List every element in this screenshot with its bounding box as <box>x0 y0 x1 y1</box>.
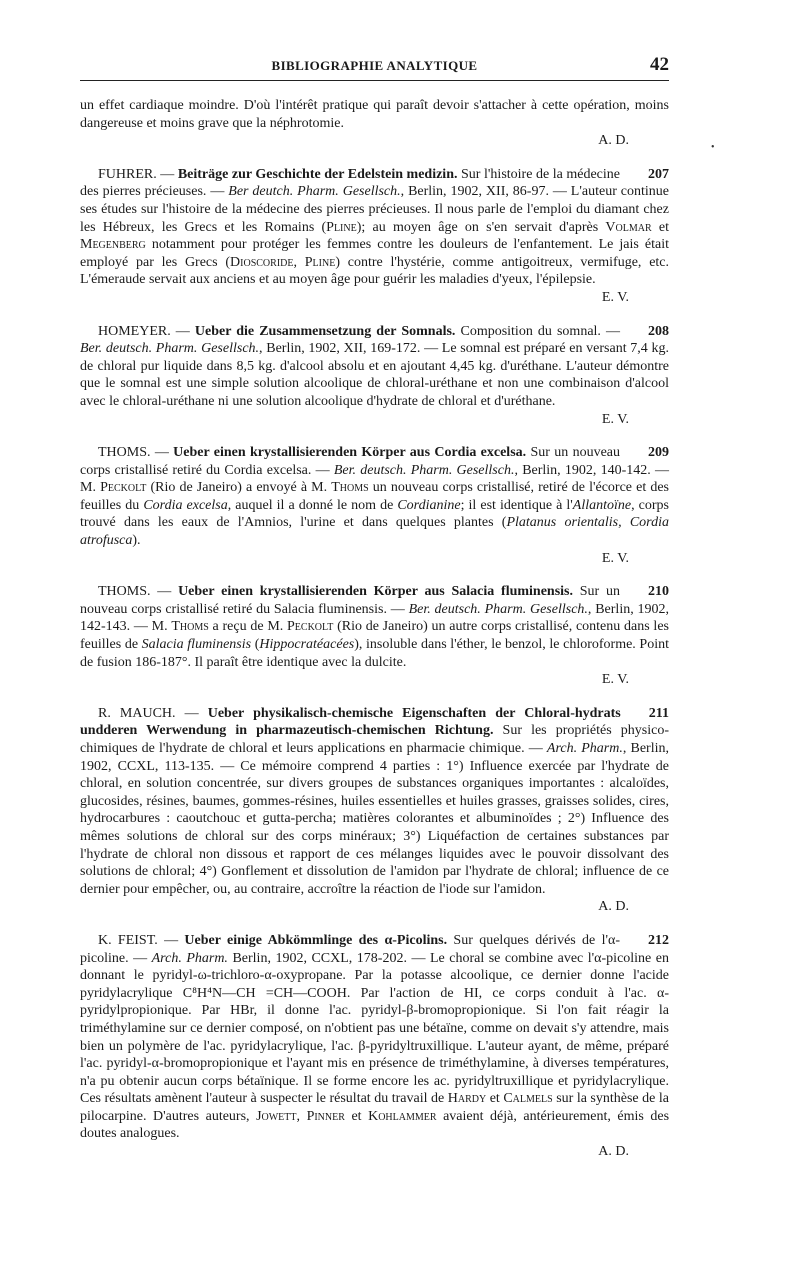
entry-abstract: ), insoluble dans l'éther, le benzol, le chloroforme. Point de fusion 186-187°. Il paraît être identique avec la dulcite. <box>80 637 669 670</box>
intro-signature: A. D. <box>598 133 629 149</box>
entry-208 <box>80 323 669 429</box>
entry-summary: Sur les propriétés physico-chimiques de l'hydrate de chloral et leurs applications en pharmacie chimique. — <box>80 723 669 756</box>
entry-signature: E. V. <box>601 289 629 305</box>
entry-summary: Sur quelques dérivés de l'α-picoline. — <box>80 932 621 966</box>
entry-source: Arch. Pharm. <box>546 741 623 756</box>
entry-text: 212 K. FEIST. — Ueber einige Abkömmlinge des α-Picolins. Sur quelques dérivés de l'α-picoline. — Arch. Pharm. Berlin, 1902, CCXL, 178-202. — Le choral se combine avec l'α-picoline en donnant le pyridyl-ω-trichloro-α-oxypropane. Par la potasse alcoolique, ce dernier donne l'acide pyridylacrylique C⁸H⁴N—CH =CH—COOH. Par l'action de HI, ce corps conduit à l'ac. α-pyridylpropionique. Par HBr, il donne l'ac. pyridyl-β-bromopropionique. Si l'on fait réagir la triméthylamine sur ce dernier composé, on n'obtient pas une bétaïne, comme on devait s'y attendre, mais bien un polymère de l'ac. pyridylacrylique, l'ac. β-pyridyltruxillique. L'auteur ayant, de même, préparé l'ac. pyridyl-α-bromopropionique et l'ayant mis en présence de triméthylamine, à diverses températures, n'a pu obtenir aucun corps bétaïnique. Il se forme encore les ac. pyridyltruxillique et pyridylacrylique. Ces résultats amènent l'auteur à suspecter le résultat du travail de Hardy et Calmels sur la synthèse de la pilocarpine. D'autres auteurs, Jowett, Pinner et Kohlammer avaient déjà, antérieurement, émis des doutes analogues. <box>80 932 670 1142</box>
entry-212 <box>80 932 669 1161</box>
person-name: Jowett <box>256 1108 297 1124</box>
entry-abstract: Berlin, 1902, CCXL, 178-202. — Le choral se combine avec l'α-picoline en donnant le pyridyl-ω-trichloro-α-oxypropane. Par la potasse alcoolique, ce dernier donne l'acide pyridylacrylique C⁸H⁴N—CH =CH—COOH. Par l'action de HI, ce corps conduit à l'ac. α-pyridylpropionique. Par HBr, il donne l'ac. pyridyl-β-bromopropionique. Si l'on fait réagir la triméthylamine sur ce dernier composé, on n'obtient pas une bétaïne, comme on devait s'y attendre, mais bien un polymère de l'ac. pyridylacrylique, l'ac. β-pyridyltruxillique. L'auteur ayant, de même, préparé l'ac. pyridyl-α-bromopropionique et l'ayant mis en présence de triméthylamine, à diverses températures, n'a pu obtenir aucun corps bétaïnique. Il se forme encore les ac. pyridyltruxillique et pyridylacrylique. Ces résultats amènent l'auteur à suspecter le résultat du travail de <box>80 950 669 1107</box>
entry-signature: A. D. <box>598 899 629 915</box>
species-name: Cordia excelsa <box>143 497 228 513</box>
compound-name: Cordianine <box>397 497 461 513</box>
entry-author: THOMS <box>98 445 148 461</box>
entry-abstract: ). <box>132 533 141 549</box>
species-name: Platanus orientalis, Cordia atrofusca <box>80 515 670 549</box>
entry-abstract: un nouveau corps cristallisé, retiré de l'écorce et des feuilles du <box>80 480 669 513</box>
entry-209 <box>80 444 669 567</box>
compound-name: Allantoïne <box>572 497 632 513</box>
entry-author: THOMS <box>98 584 148 600</box>
entry-title: Ueber physikalisch-chemische Eigenschaften der Chloral-hydrats undderen Werwendung in pharmazeutisch-chemischen Richtung. <box>80 705 621 739</box>
running-title: BIBLIOGRAPHIE ANALYTIQUE <box>271 58 478 73</box>
entry-text: 208 HOMEYER. — Ueber die Zusammensetzung der Somnals. Composition du somnal. — Ber. deutsch. Pharm. Gesellsch., Berlin, 1902, XII, 169-172. — Le somnal est préparé en versant 7,4 kg. de chloral pur liquide dans 8,5 kg. d'alcool absolu et en ajoutant 4,45 kg. d'uréthane. L'auteur démontre que le somnal est une simple solution alcoolique de chloral-uréthane et non une combinaison d'alcool avec le chloral-uréthane ni une solution alcoolique d'hydrate de chloral et d'uréthane. <box>80 323 669 409</box>
person-name: Pinner <box>306 1108 345 1124</box>
entry-abstract: notamment pour protéger les femmes contre les douleurs de l'enfantement. Le jais était employé par les Grecs ( <box>80 237 669 270</box>
person-name: Thoms <box>331 480 369 496</box>
family-name: Hippocratéacées <box>259 637 355 653</box>
entry-title: Ueber einen krystallisierenden Körper aus Cordia excelsa. <box>173 445 527 461</box>
entry-author: R. MAUCH <box>98 705 173 721</box>
entry-abstract: , Berlin, 1902, XII, 86-97. — L'auteur continue ses études sur l'histoire de la médecine des pierres précieuses. Il nous parle de l'emploi du diamant chez les Hébreux, les Grecs et les Romains ( <box>80 184 669 235</box>
person-name: Pline <box>326 219 357 235</box>
page-number: 42 <box>650 54 669 75</box>
person-name: Calmels <box>503 1091 553 1107</box>
entry-signature: A. D. <box>598 1144 629 1160</box>
entry-source: Ber. deutsch. Pharm. Gesellsch. <box>333 462 515 478</box>
entry-signature: E. V. <box>601 411 629 427</box>
person-name: Dioscoride <box>230 254 294 270</box>
entry-number: 210 <box>648 584 669 600</box>
entry-text: 211 R. MAUCH. — Ueber physikalisch-chemische Eigenschaften der Chloral-hydrats undderen Werwendung in pharmazeutisch-chemischen Richtung. Sur les propriétés physico-chimiques de l'hydrate de chloral et leurs applications en pharmacie chimique. — Arch. Pharm., Berlin, 1902, CCXL, 113-135. — Ce mémoire comprend 4 parties : 1°) Influence exercée par l'hydrate de chloral, en solution concentrée, sur divers groupes de substances organiques importantes : alcaloïdes, glucosides, résines, baumes, gommes-résines, huiles essentielles et huiles grasses, graisses solides, cires, hydrocarbures : caoutchouc et gutta-percha; matières colorantes et albuminoïdes ; 2°) Influence des mêmes solutions de chloral sur des corps minéraux; 3°) Liquéfaction de certaines substances par l'hydrate de chloral non dissous et rapport de ces mélanges liquides avec le pouvoir dissolvant des solutions de chloral; 4°) Gonflement et dissolution de l'amidon par l'hydrate de chloral; influence de ce dernier pour empêcher, ou, au contraire, accroître la réaction de l'iode sur l'amidon. <box>80 705 670 897</box>
entry-210 <box>80 583 669 689</box>
entry-abstract: et <box>344 1108 369 1124</box>
entry-abstract: avaient déjà, antérieurement, émis des doutes analogues. <box>80 1108 670 1142</box>
entry-abstract: ; il est identique à l' <box>460 497 573 513</box>
entry-title: Ueber die Zusammensetzung der Somnals. <box>194 323 456 339</box>
person-name: Pline <box>304 254 336 270</box>
entry-abstract: , Berlin, 1902, XII, 169-172. — Le somnal est préparé en versant 7,4 kg. de chloral pur liquide dans 8,5 kg. d'alcool absolu et en ajoutant 4,45 kg. d'uréthane. L'auteur démontre que le somnal est une simple solution alcoolique de chloral-uréthane et non une combinaison d'alcool avec le chloral-uréthane ni une solution alcoolique d'hydrate de chloral et d'uréthane. <box>80 341 669 409</box>
entry-abstract: , Berlin, 1902, 140-142. — M. <box>80 462 669 496</box>
entry-summary: Sur l'histoire de la médecine des pierres précieuses. — <box>80 166 620 200</box>
person-name: Peckolt <box>100 480 147 496</box>
entry-211 <box>80 705 669 916</box>
entry-author: FUHRER <box>98 166 154 182</box>
entry-source: Ber. deutsch. Pharm. Gesellsch. <box>80 341 260 357</box>
entry-text: 210 THOMS. — Ueber einen krystallisierenden Körper aus Salacia fluminensis. Sur un nouveau corps cristallisé retiré du Salacia fluminensis. — Ber. deutsch. Pharm. Gesellsch., Berlin, 1902, 142-143. — M. Thoms a reçu de M. Peckolt (Rio de Janeiro) un autre corps cristallisé, contenu dans les feuilles de Salacia fluminensis (Hippocratéacées), insoluble dans l'éther, le benzol, le chloroforme. Point de fusion 186-187°. Il paraît être identique avec la dulcite. <box>80 584 670 670</box>
entry-summary: Sur un nouveau corps cristallisé retiré du Cordia excelsa. — <box>80 445 621 478</box>
entry-abstract: a reçu de M. <box>208 619 288 635</box>
entry-title: Beiträge zur Geschichte der Edelstein medizin. <box>177 166 458 182</box>
intro-paragraph <box>80 97 669 132</box>
entry-summary: Composition du somnal. — <box>455 323 620 339</box>
entry-abstract: , corps trouvé dans les eaux de l'Amnios, l'urine et dans quelques plantes ( <box>80 497 669 531</box>
entry-number: 212 <box>648 932 669 948</box>
person-name: Kohlammer <box>368 1108 437 1124</box>
entry-abstract: ) contre l'hystérie, comme antigoitreux, vermifuge, etc. L'émeraude servait aux anciens et au moyen âge pour guérir les maladies d'yeux, l'épilepsie. <box>80 254 670 288</box>
entry-signature: E. V. <box>601 550 629 566</box>
person-name: Hardy <box>447 1091 487 1107</box>
species-name: Salacia fluminensis <box>141 637 252 653</box>
entry-source: Ber. deutsch. Pharm. Gesellsch. <box>408 601 588 617</box>
person-name: Thoms <box>171 619 209 635</box>
entry-title: Ueber einen krystallisierenden Körper aus Salacia fluminensis. <box>178 584 573 600</box>
page-header <box>80 56 669 81</box>
person-name: Megenberg <box>80 237 146 253</box>
entry-number: 209 <box>648 445 669 461</box>
entry-abstract: ); au moyen âge on s'en servait d'après <box>356 219 606 235</box>
entry-title: Ueber einige Abkömmlinge des α-Picolins. <box>184 932 448 948</box>
entry-number: 207 <box>648 166 669 182</box>
entry-author: HOMEYER <box>98 323 168 339</box>
entry-summary: Sur un nouveau corps cristallisé retiré du Salacia fluminensis. — <box>80 584 620 617</box>
entry-number: 208 <box>648 323 669 339</box>
entry-abstract: , auquel il a donné le nom de <box>227 497 398 513</box>
entry-abstract: , <box>296 1108 307 1124</box>
entry-source: Arch. Pharm. <box>151 950 228 966</box>
entry-abstract: (Rio de Janeiro) a envoyé à M. <box>146 480 332 496</box>
entry-signature: E. V. <box>601 672 629 688</box>
entry-text: 207 FUHRER. — Beiträge zur Geschichte der Edelstein medizin. Sur l'histoire de la médecine des pierres précieuses. — Ber deutch. Pharm. Gesellsch., Berlin, 1902, XII, 86-97. — L'auteur continue ses études sur l'histoire de la médecine des pierres précieuses. Il nous parle de l'emploi du diamant chez les Hébreux, les Grecs et les Romains (Pline); au moyen âge on s'en servait d'après Volmar et Megenberg notamment pour protéger les femmes contre les douleurs de l'enfantement. Le jais était employé par les Grecs (Dioscoride, Pline) contre l'hystérie, comme antigoitreux, vermifuge, etc. L'émeraude servait aux anciens et au moyen âge pour guérir les maladies d'yeux, l'épilepsie. <box>80 166 670 288</box>
margin-dot: • <box>711 142 715 153</box>
person-name: Volmar <box>605 219 652 235</box>
page <box>80 56 669 1161</box>
entry-abstract: sur la synthèse de la pilocarpine. D'autres auteurs, <box>80 1091 669 1124</box>
entry-207 <box>80 166 669 307</box>
entry-abstract: et <box>486 1091 504 1107</box>
article-body <box>80 97 669 1161</box>
entry-text: 209 THOMS. — Ueber einen krystallisierenden Körper aus Cordia excelsa. Sur un nouveau corps cristallisé retiré du Cordia excelsa. — Ber. deutsch. Pharm. Gesellsch., Berlin, 1902, 140-142. — M. Peckolt (Rio de Janeiro) a envoyé à M. Thoms un nouveau corps cristallisé, retiré de l'écorce et des feuilles du Cordia excelsa, auquel il a donné le nom de Cordianine; il est identique à l'Allantoïne, corps trouvé dans les eaux de l'Amnios, l'urine et dans quelques plantes (Platanus orientalis, Cordia atrofusca). <box>80 445 670 549</box>
entry-source: Ber deutch. Pharm. Gesellsch. <box>228 184 401 200</box>
entry-abstract: ( <box>251 637 260 653</box>
entry-abstract: , Berlin, 1902, 142-143. — M. <box>80 601 670 635</box>
person-name: Peckolt <box>287 619 334 635</box>
entry-abstract: et <box>651 219 669 235</box>
entry-number: 211 <box>648 705 669 721</box>
entry-abstract: , Berlin, 1902, CCXL, 113-135. — Ce mémoire comprend 4 parties : 1°) Influence exercée par l'hydrate de chloral, en solution concentrée, sur divers groupes de substances organiques importantes : alcaloïdes, glucosides, résines, baumes, gommes-résines, huiles essentielles et huiles grasses, graisses solides, cires, hydrocarbures : caoutchouc et gutta-percha; matières colorantes et albuminoïdes ; 2°) Influence des mêmes solutions de chloral sur des corps minéraux; 3°) Liquéfaction de certaines substances par l'hydrate de chloral non dissous et rapport de ces mélanges liquides avec le pouvoir dissolvant des solutions de chloral; 4°) Gonflement et dissolution de l'amidon par l'hydrate de chloral; influence de ce dernier pour empêcher, ou, au contraire, accroître la réaction de l'iode sur l'amidon. <box>80 741 670 897</box>
entry-abstract: (Rio de Janeiro) un autre corps cristallisé, contenu dans les feuilles de <box>80 619 669 653</box>
entry-author: K. FEIST <box>98 932 155 948</box>
entry-abstract: , <box>293 254 305 270</box>
intro-text: un effet cardiaque moindre. D'où l'intérêt pratique qui paraît devoir s'attacher à cette opération, moins dangereuse et moins grave que la néphrotomie. <box>80 98 669 131</box>
